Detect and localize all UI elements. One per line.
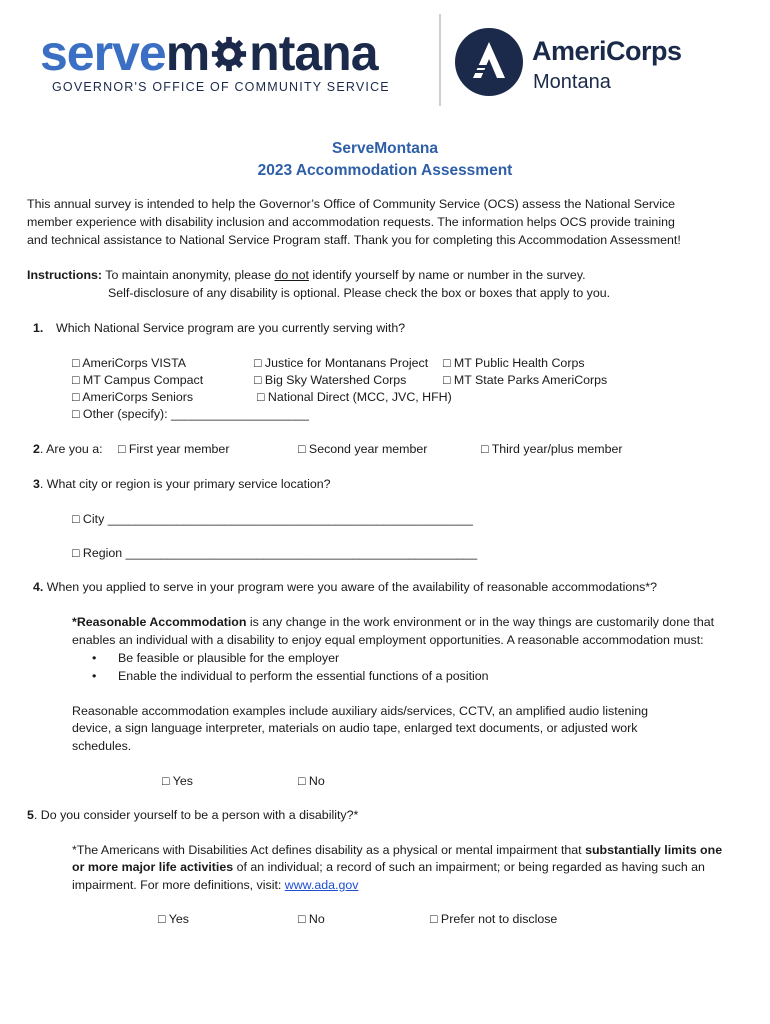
q1-option-state-parks[interactable]: □ MT State Parks AmeriCorps [443, 373, 608, 387]
q4-examples-line-3: schedules. [72, 739, 132, 753]
q4-definition-line-1 [72, 614, 714, 632]
q2-line [33, 441, 103, 459]
q5-option-yes[interactable]: □ Yes [158, 912, 189, 926]
q2-option-first-year[interactable]: □ First year member [118, 442, 230, 456]
logo-serve-word: serve [40, 25, 166, 81]
americorps-name: AmeriCorps [532, 36, 682, 66]
q1-option-other[interactable]: □ Other (specify): ____________________ [72, 407, 309, 421]
instructions-label: Instructions: [27, 268, 103, 282]
gear-icon [210, 35, 248, 73]
q5-definition-text: *The Americans with Disabilities Act defines disability as a physical or mental impairment that [72, 843, 586, 857]
q4-bullet-1 [92, 650, 339, 668]
q3-line [33, 476, 331, 494]
q4-definition-text: is any change in the work environment or in the way things are customarily done that [246, 615, 715, 629]
q1-option-big-sky[interactable]: □ Big Sky Watershed Corps [254, 373, 407, 387]
instructions-line-1 [27, 267, 586, 285]
q1-option-seniors[interactable]: □ AmeriCorps Seniors [72, 390, 194, 404]
q5-number: 5 [27, 808, 34, 822]
q4-examples-line-2: device, a sign language interpreter, materials on audio tape, enlarged text documents, or adjusted work [72, 721, 638, 735]
americorps-logo [455, 28, 745, 98]
q1-option-campus[interactable]: □ MT Campus Compact [72, 373, 204, 387]
q2-option-second-year[interactable]: □ Second year member [298, 442, 428, 456]
q5-option-no[interactable]: □ No [298, 912, 325, 926]
q3-city-field[interactable]: □ City _____________________________________________________ [72, 512, 473, 526]
q4-line [33, 579, 657, 597]
instructions-text: To maintain anonymity, please [105, 268, 275, 282]
q5-definition-line-2 [72, 859, 705, 877]
q5-option-prefer-not[interactable]: □ Prefer not to disclose [430, 912, 558, 926]
page-subtitle: 2023 Accommodation Assessment [257, 162, 513, 179]
intro-line-2: member experience with disability inclusion and accommodation requests. The information helps OCS provide training [27, 215, 675, 229]
q4-bullet-2-text: Enable the individual to perform the essential functions of a position [118, 669, 489, 683]
q5-definition-bold-1: substantially limits one [585, 843, 723, 857]
q4-number: 4. [33, 580, 44, 594]
ada-link[interactable]: www.ada.gov [284, 878, 359, 892]
q1-option-national-direct[interactable]: □ National Direct (MCC, JVC, HFH) [257, 390, 452, 404]
q1-question: Which National Service program are you currently serving with? [56, 321, 406, 335]
q1-option-vista[interactable]: □ AmeriCorps VISTA [72, 356, 186, 370]
bullet-icon: • [92, 651, 97, 665]
q3-number: 3 [33, 477, 40, 491]
q4-bullet-1-text: Be feasible or plausible for the employer [118, 651, 340, 665]
americorps-state: Montana [533, 71, 611, 93]
q5-question: . Do you consider yourself to be a person with a disability?* [33, 808, 359, 822]
instructions-emphasis: do not [274, 268, 309, 282]
logo-tagline: GOVERNOR'S OFFICE OF COMMUNITY SERVICE [52, 80, 390, 94]
q4-option-yes[interactable]: □ Yes [162, 774, 193, 788]
q5-line [27, 807, 358, 825]
intro-line-1: This annual survey is intended to help the Governor’s Office of Community Service (OCS) assess the National Service [27, 197, 676, 211]
bullet-icon: • [92, 669, 97, 683]
q5-definition-text-3: impairment. For more definitions, visit: [72, 878, 285, 892]
servemontana-logo [40, 25, 425, 100]
americorps-emblem-icon [455, 28, 523, 96]
q2-number: 2 [33, 442, 40, 456]
logo-montana-m: m [165, 25, 210, 81]
q5-definition-line-3 [72, 877, 358, 895]
q4-examples-line-1: Reasonable accommodation examples include auxiliary aids/services, CCTV, an amplified audio listening [72, 704, 649, 718]
q4-option-no[interactable]: □ No [298, 774, 325, 788]
instructions-text-end: identify yourself by name or number in the survey. [308, 268, 586, 282]
q3-region-field[interactable]: □ Region ___________________________________________________ [72, 546, 478, 560]
q4-bullet-2 [92, 668, 489, 686]
q1-option-justice[interactable]: □ Justice for Montanans Project [254, 356, 429, 370]
q5-definition-text-2: of an individual; a record of such an impairment; or being regarded as having such an [233, 860, 705, 874]
page-title: ServeMontana [332, 140, 438, 157]
q1-number: 1. [33, 321, 44, 335]
q1-option-public-health[interactable]: □ MT Public Health Corps [443, 356, 585, 370]
q5-definition-bold-2: or more major life activities [72, 860, 234, 874]
intro-line-3: and technical assistance to National Service Program staff. Thank you for completing this Accommodation Assessment! [27, 233, 681, 247]
q3-question: . What city or region is your primary service location? [39, 477, 331, 491]
q4-definition-term: *Reasonable Accommodation [72, 615, 247, 629]
q2-option-third-year[interactable]: □ Third year/plus member [481, 442, 623, 456]
q4-definition-line-2: enables an individual with a disability to enjoy equal employment opportunities. A reasonable accommodation must: [72, 633, 704, 647]
logo-divider [439, 14, 441, 106]
q5-definition-line-1 [72, 842, 722, 860]
instructions-line-2: Self-disclosure of any disability is optional. Please check the box or boxes that apply to you. [108, 286, 611, 300]
q4-question: When you applied to serve in your program were you aware of the availability of reasonable accommodations*? [43, 580, 658, 594]
logo-ntana-word: ntana [249, 25, 378, 81]
q2-question: . Are you a: [39, 442, 103, 456]
